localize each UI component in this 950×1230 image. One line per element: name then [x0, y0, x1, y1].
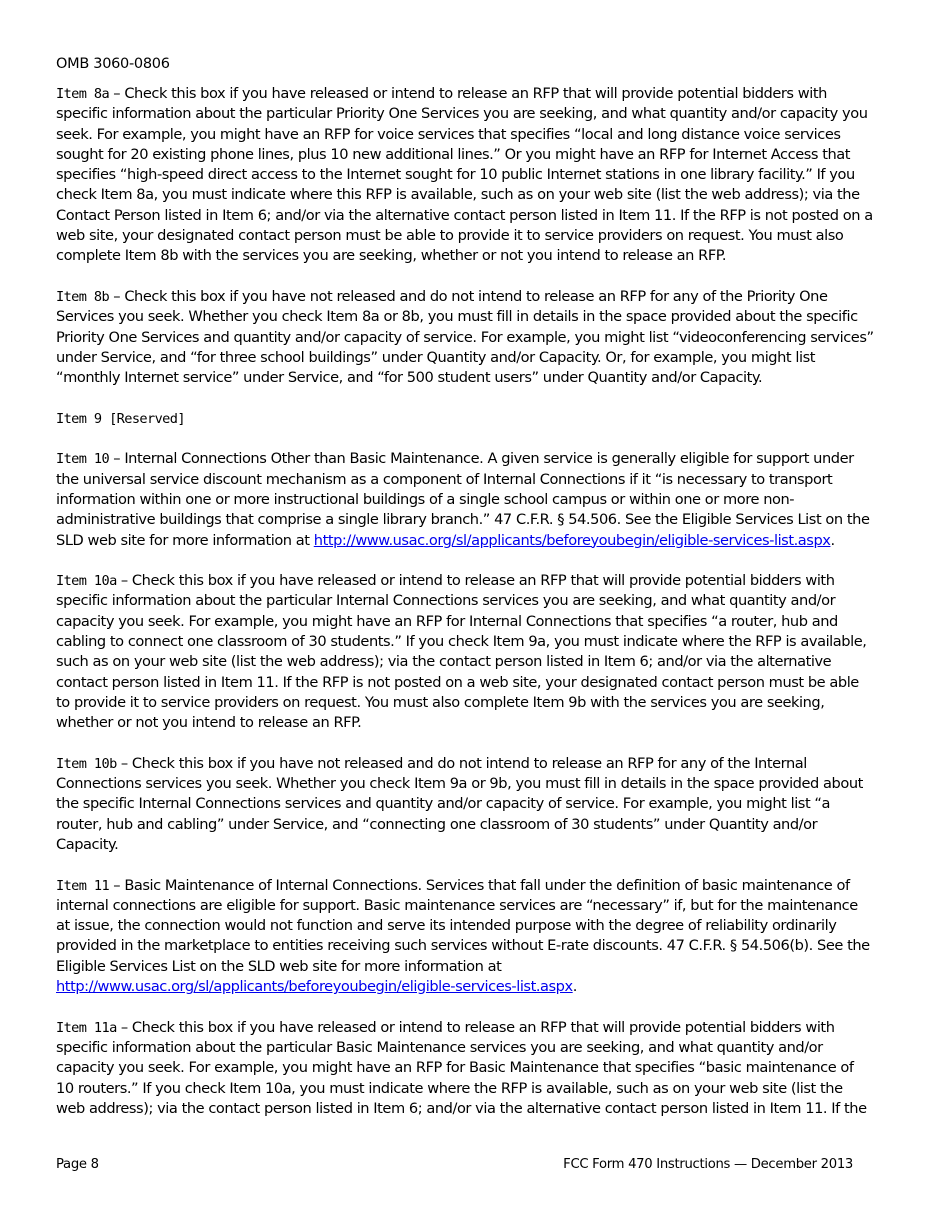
- item-label: Item 8b: [56, 288, 110, 305]
- item-text-tail: .: [830, 531, 835, 549]
- item-11-paragraph: [56, 876, 874, 998]
- item-text-tail: .: [572, 978, 577, 996]
- item-text: – Check this box if you have not released and do not intend to release an RFP for any of the Internal Connections services you seek. Whether you check Item 9a or 9b, you must fill in details in the space provided about the specific Internal Connections services and quantity and/or capacity of service. For example, you might list “a router, hub and cabling” under Service, and “connecting one classroom of 30 students” under Quantity and/or Capacity.: [56, 754, 863, 853]
- item-label: Item 11a: [56, 1019, 117, 1036]
- item-label: Item 9 [Reserved]: [56, 410, 185, 427]
- item-10-paragraph: [56, 449, 874, 550]
- item-text: – Internal Connections Other than Basic Maintenance. A given service is generally eligible for support under the universal service discount mechanism as a component of Internal Connections if it “is necessary to transport information within one or more instructional buildings of a single school campus or within one or more non-administrative buildings that comprise a single library branch.” 47 C.F.R. § 54.506. See the Eligible Services List on the SLD web site for more information at: [56, 450, 870, 549]
- item-label: Item 8a: [56, 86, 110, 102]
- item-label: Item 10: [56, 451, 110, 468]
- item-text: – Check this box if you have released or intend to release an RFP that will provide potential bidders with specific information about the particular Basic Maintenance services you are seeking, and what quantity and/or capacity you seek. For example, you might have an RFP for Basic Maintenance that specifies “basic maintenance of 10 routers.” If you check Item 10a, you must indicate where the RFP is available, such as on your web site (list the web address); via the contact person listed in Item 6; and/or via the alternative contact person listed in Item 11. If the: [56, 1018, 867, 1117]
- page-number: Page 8: [56, 1157, 99, 1172]
- item-10a-paragraph: [56, 571, 874, 733]
- item-text: – Check this box if you have released or intend to release an RFP that will provide potential bidders with specific information about the particular Internal Connections services you are seeking, and what quantity and/or capacity you seek. For example, you might have an RFP for Internal Connections that specifies “a router, hub and cabling to connect one classroom of 30 students.” If you check Item 9a, you must indicate where the RFP is available, such as on your web site (list the web address); via the contact person listed in Item 6; and/or via the alternative contact person listed in Item 11. If the RFP is not posted on a web site, your designated contact person must be able to provide it to service providers on request. You must also complete Item 9b with the services you are seeking, whether or not you intend to release an RFP.: [56, 572, 867, 732]
- eligible-services-link[interactable]: http://www.usac.org/sl/applicants/beforeyoubegin/eligible-services-list.aspx: [313, 531, 831, 549]
- item-10b-paragraph: [56, 754, 874, 855]
- eligible-services-link[interactable]: http://www.usac.org/sl/applicants/beforeyoubegin/eligible-services-list.aspx: [56, 978, 573, 996]
- item-label: Item 11: [56, 877, 110, 894]
- omb-number: OMB 3060-0806: [56, 56, 170, 72]
- item-11a-paragraph: [56, 1018, 874, 1119]
- item-text: – Check this box if you have released or intend to release an RFP that will provide potential bidders with specific information about the particular Priority One Services you are seeking, and what quantity and/or capacity you seek. For example, you might have an RFP for voice services that specifies “local and long distance voice services sought for 20 existing phone lines, plus 10 new additional lines.” Or you might have an RFP for Internet Access that specifies “high-speed direct access to the Internet sought for 10 public Internet stations in one library facility.” If you check Item 8a, you must indicate where this RFP is available, such as on your web site (list the web address); via the Contact Person listed in Item 6; and/or via the alternative contact person listed in Item 11. If the RFP is not posted on a web site, your designated contact person must be able to provide it to service providers on request. You must also complete Item 8b with the services you are seeking, whether or not you intend to release an RFP.: [56, 85, 873, 265]
- footer-title: FCC Form 470 Instructions — December 2013: [563, 1157, 853, 1172]
- item-label: Item 10b: [56, 755, 117, 772]
- item-8a-paragraph: [56, 84, 874, 267]
- item-label: Item 10a: [56, 573, 117, 590]
- item-8b-paragraph: [56, 287, 874, 388]
- document-body: [56, 84, 874, 1139]
- item-text: – Basic Maintenance of Internal Connections. Services that fall under the definition of basic maintenance of internal connections are eligible for support. Basic maintenance services are “necessary” if, but for the maintenance at issue, the connection would not function and serve its intended purpose with the degree of reliability ordinarily provided in the marketplace to entities receiving such services without E-rate discounts. 47 C.F.R. § 54.506(b). See the Eligible Services List on the SLD web site for more information at: [56, 876, 870, 975]
- item-text: – Check this box if you have not released and do not intend to release an RFP for any of the Priority One Services you seek. Whether you check Item 8a or 8b, you must fill in details in the space provided about the specific Priority One Services and quantity and/or capacity of service. For example, you might list “videoconferencing services” under Service, and “for three school buildings” under Quantity and/or Capacity. Or, for example, you might list “monthly Internet service” under Service, and “for 500 student users” under Quantity and/or Capacity.: [56, 287, 874, 387]
- item-9-paragraph: [56, 409, 874, 429]
